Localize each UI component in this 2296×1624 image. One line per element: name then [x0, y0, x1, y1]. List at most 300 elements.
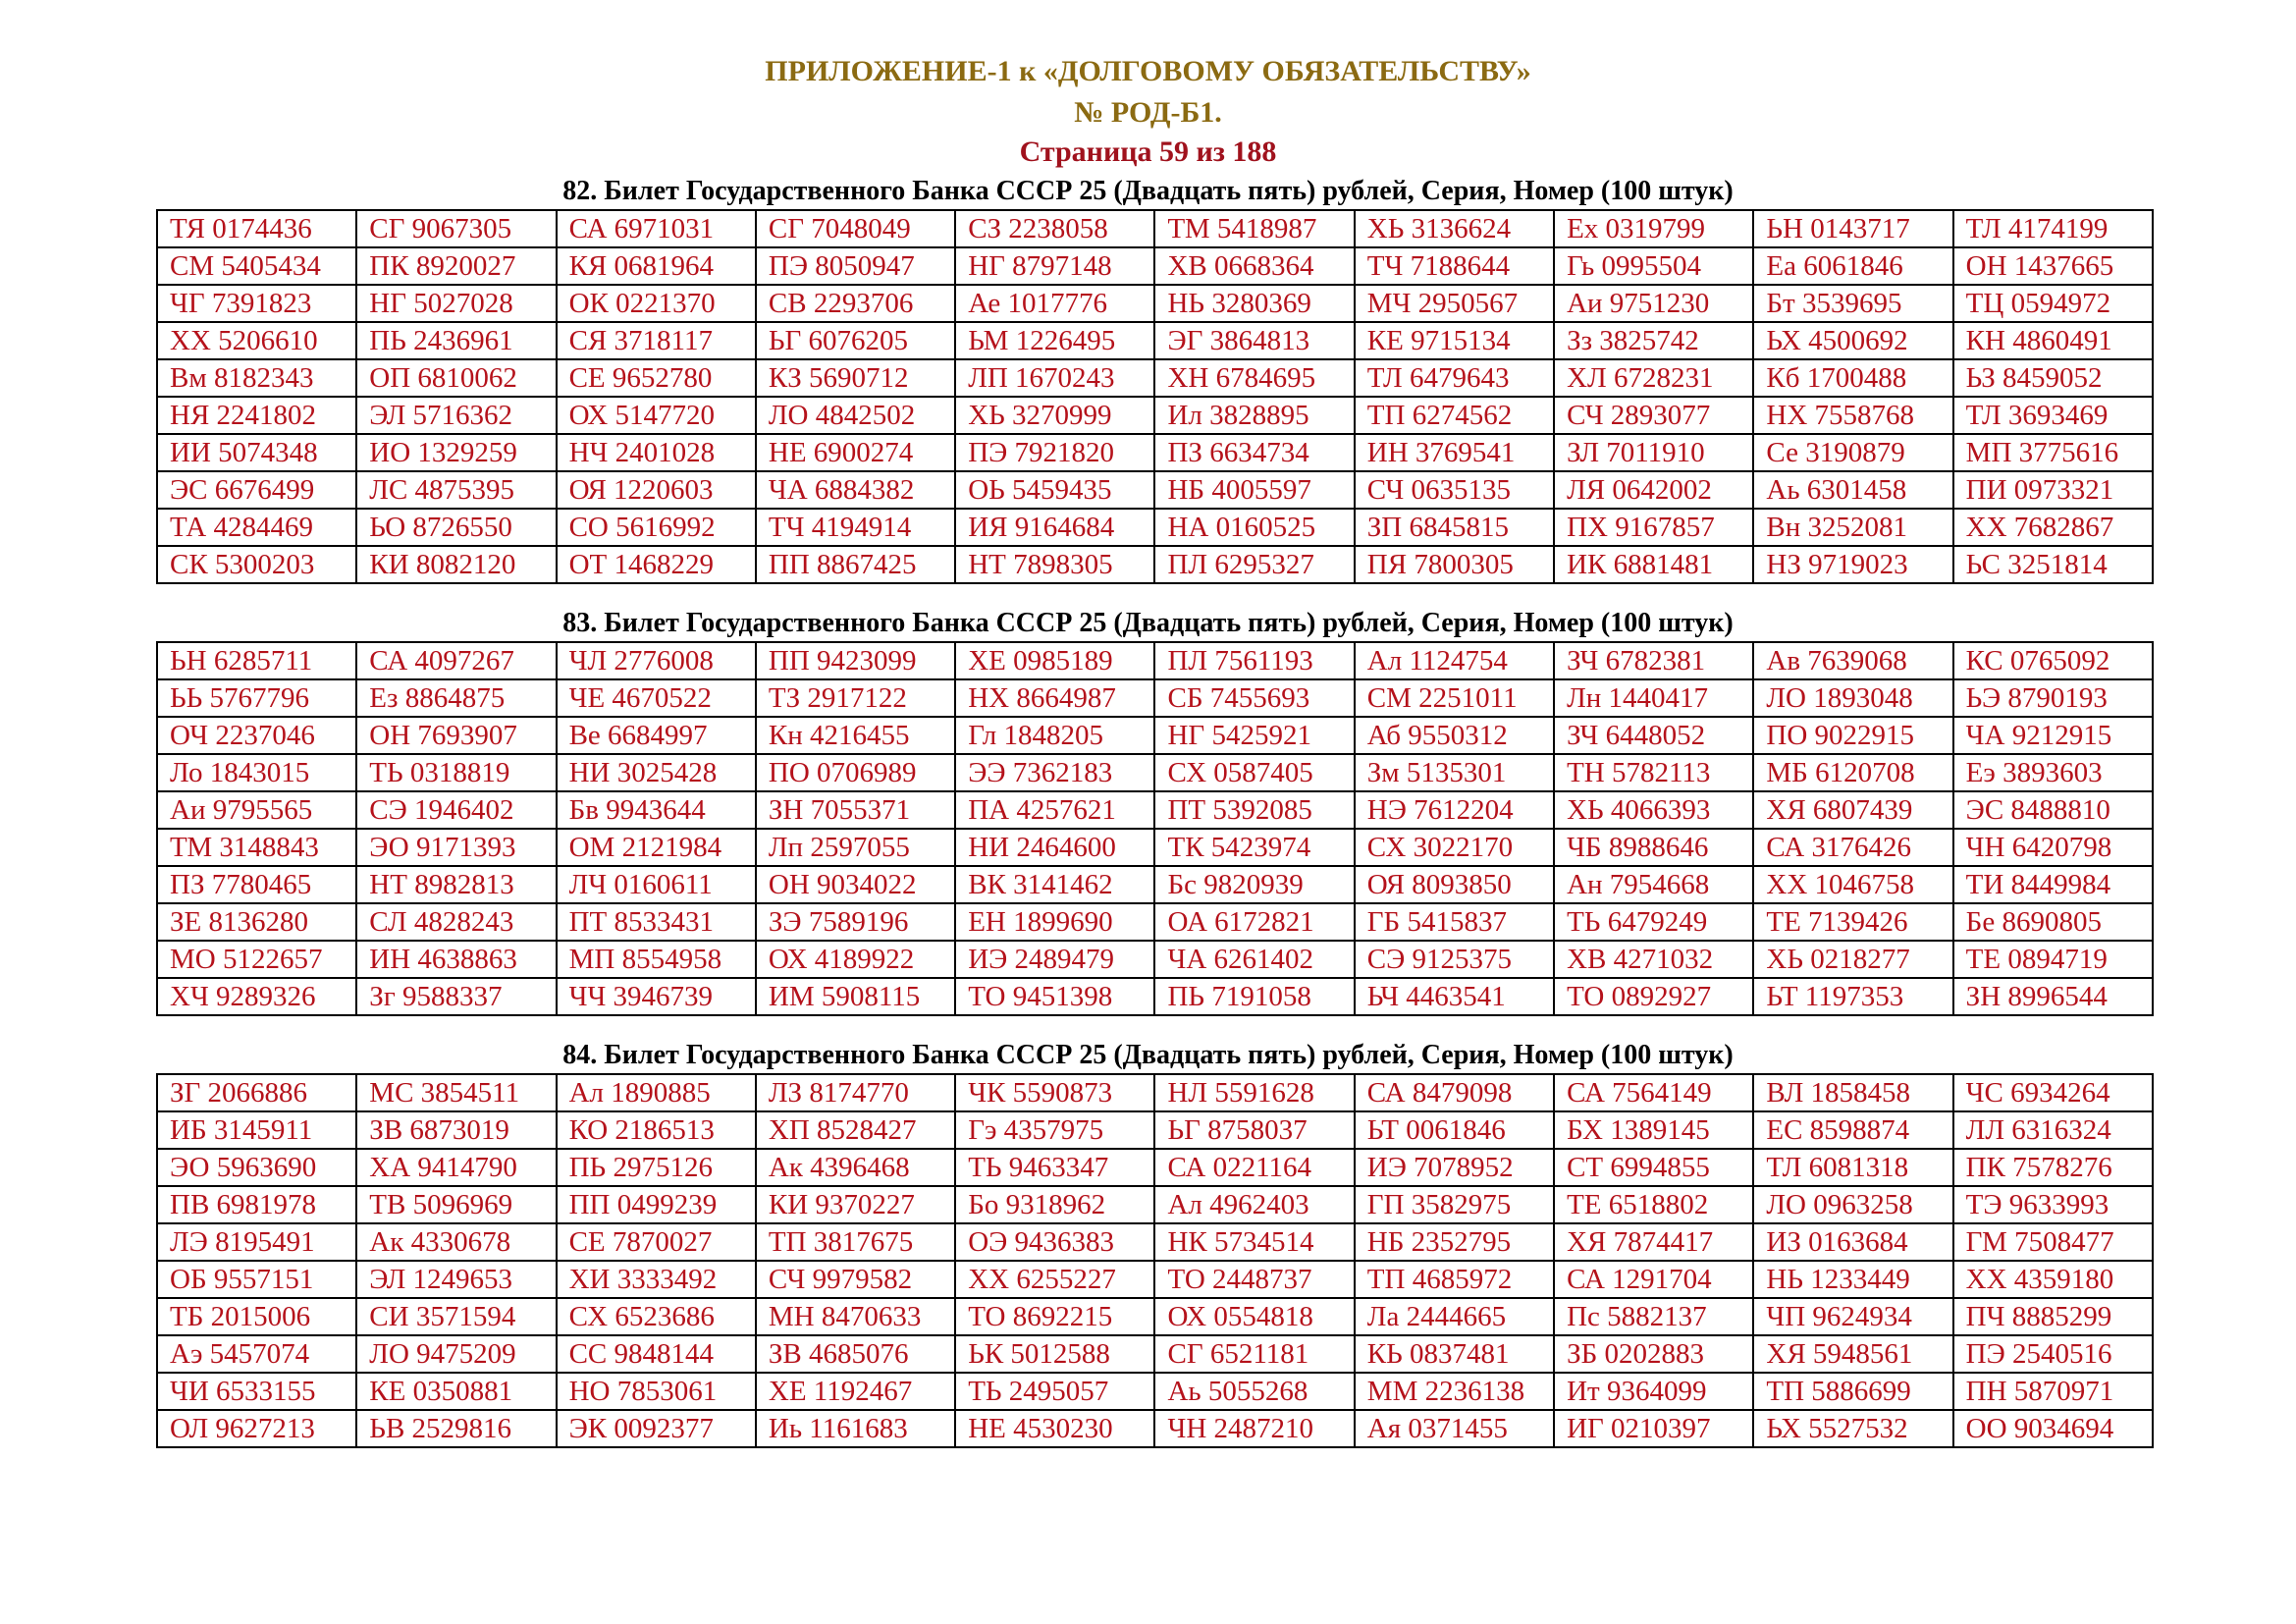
serial-cell: ОМ 2121984: [557, 829, 756, 866]
table-row: [157, 1111, 2153, 1149]
table-row: [157, 359, 2153, 397]
table-row: [157, 285, 2153, 322]
serial-cell: СС 9848144: [557, 1335, 756, 1373]
serial-cell: ГМ 7508477: [1953, 1223, 2153, 1261]
table-row: [157, 397, 2153, 434]
serial-cell: ПП 9423099: [756, 642, 955, 679]
serial-cell: ПВ 6981978: [157, 1186, 356, 1223]
serial-cell: ОО 9034694: [1953, 1410, 2153, 1447]
serial-cell: ЛО 0963258: [1753, 1186, 1952, 1223]
table-row: [157, 210, 2153, 247]
serial-cell: ТА 4284469: [157, 509, 356, 546]
serial-cell: ЬК 5012588: [955, 1335, 1154, 1373]
page-prefix: Страница: [1019, 135, 1152, 168]
serial-cell: ПЬ 7191058: [1154, 978, 1354, 1015]
serial-cell: Аь 5055268: [1154, 1373, 1354, 1410]
serial-cell: ОН 9034022: [756, 866, 955, 903]
serial-cell: ПО 0706989: [756, 754, 955, 791]
serial-cell: СЧ 2893077: [1554, 397, 1753, 434]
serial-cell: ЧК 5590873: [955, 1074, 1154, 1111]
serial-cell: ПЭ 8050947: [756, 247, 955, 285]
serial-cell: СК 5300203: [157, 546, 356, 583]
serial-cell: ХЬ 0218277: [1753, 941, 1952, 978]
serial-cell: ЬЧ 4463541: [1355, 978, 1554, 1015]
serial-cell: ЧБ 8988646: [1554, 829, 1753, 866]
serial-cell: Бе 8690805: [1953, 903, 2153, 941]
serial-cell: НЯ 2241802: [157, 397, 356, 434]
serial-cell: ЬС 3251814: [1953, 546, 2153, 583]
serial-cell: КЯ 0681964: [557, 247, 756, 285]
serial-cell: ЭЭ 7362183: [955, 754, 1154, 791]
serial-cell: Ех 0319799: [1554, 210, 1753, 247]
serial-cell: КО 2186513: [557, 1111, 756, 1149]
serial-cell: ЛЛ 6316324: [1953, 1111, 2153, 1149]
serial-cell: ОК 0221370: [557, 285, 756, 322]
serial-cell: КН 4860491: [1953, 322, 2153, 359]
serial-cell: ЭЛ 1249653: [356, 1261, 556, 1298]
table-row: [157, 471, 2153, 509]
serial-cell: ЧЛ 2776008: [557, 642, 756, 679]
serial-cell: ЬВ 2529816: [356, 1410, 556, 1447]
serial-cell: ПК 7578276: [1953, 1149, 2153, 1186]
serial-cell: ОХ 4189922: [756, 941, 955, 978]
serial-cell: ЗЧ 6448052: [1554, 717, 1753, 754]
serial-cell: ЭО 9171393: [356, 829, 556, 866]
serial-cell: СЛ 4828243: [356, 903, 556, 941]
serial-cell: ПХ 9167857: [1554, 509, 1753, 546]
serial-cell: ЭО 5963690: [157, 1149, 356, 1186]
serial-table-84: [156, 1073, 2154, 1448]
serial-cell: Иь 1161683: [756, 1410, 955, 1447]
serial-cell: ТЬ 0318819: [356, 754, 556, 791]
serial-cell: ХЧ 9289326: [157, 978, 356, 1015]
serial-cell: ЭС 8488810: [1953, 791, 2153, 829]
serial-cell: ТЯ 0174436: [157, 210, 356, 247]
serial-cell: МН 8470633: [756, 1298, 955, 1335]
serial-cell: НТ 8982813: [356, 866, 556, 903]
serial-cell: ММ 2236138: [1355, 1373, 1554, 1410]
serial-cell: Аи 9795565: [157, 791, 356, 829]
serial-cell: Ал 1890885: [557, 1074, 756, 1111]
serial-cell: ТВ 5096969: [356, 1186, 556, 1223]
serial-cell: Кн 4216455: [756, 717, 955, 754]
serial-cell: ПЭ 7921820: [955, 434, 1154, 471]
serial-cell: СХ 3022170: [1355, 829, 1554, 866]
serial-cell: ЛЧ 0160611: [557, 866, 756, 903]
serial-cell: НЬ 3280369: [1154, 285, 1354, 322]
serial-cell: Бт 3539695: [1753, 285, 1952, 322]
serial-cell: ТО 0892927: [1554, 978, 1753, 1015]
serial-cell: Гл 1848205: [955, 717, 1154, 754]
serial-cell: ТЕ 6518802: [1554, 1186, 1753, 1223]
serial-cell: ОХ 0554818: [1154, 1298, 1354, 1335]
serial-cell: НИ 3025428: [557, 754, 756, 791]
table-row: [157, 1335, 2153, 1373]
page-indicator: [0, 135, 2296, 169]
serial-cell: Лп 2597055: [756, 829, 955, 866]
serial-cell: ИЭ 2489479: [955, 941, 1154, 978]
page-total: 188: [1232, 135, 1277, 168]
serial-cell: ХВ 4271032: [1554, 941, 1753, 978]
document-number: № РОД-Б1.: [1074, 96, 1222, 129]
serial-cell: СЧ 9979582: [756, 1261, 955, 1298]
serial-cell: НЗ 9719023: [1753, 546, 1952, 583]
serial-cell: Ая 0371455: [1355, 1410, 1554, 1447]
table-row: [157, 434, 2153, 471]
serial-cell: ЗЧ 6782381: [1554, 642, 1753, 679]
serial-cell: Ав 7639068: [1753, 642, 1952, 679]
serial-cell: ХХ 7682867: [1953, 509, 2153, 546]
serial-cell: СА 1291704: [1554, 1261, 1753, 1298]
serial-cell: Ак 4330678: [356, 1223, 556, 1261]
serial-cell: Ае 1017776: [955, 285, 1154, 322]
serial-cell: ЛЭ 8195491: [157, 1223, 356, 1261]
serial-cell: ГБ 5415837: [1355, 903, 1554, 941]
serial-cell: ТЕ 0894719: [1953, 941, 2153, 978]
serial-cell: ТП 3817675: [756, 1223, 955, 1261]
serial-cell: НБ 2352795: [1355, 1223, 1554, 1261]
serial-cell: ТЧ 4194914: [756, 509, 955, 546]
serial-cell: ХН 6784695: [1154, 359, 1354, 397]
serial-cell: ТМ 3148843: [157, 829, 356, 866]
serial-cell: ЛО 1893048: [1753, 679, 1952, 717]
serial-cell: НИ 2464600: [955, 829, 1154, 866]
serial-cell: ТП 5886699: [1753, 1373, 1952, 1410]
serial-cell: ЗН 7055371: [756, 791, 955, 829]
serial-cell: ЛО 9475209: [356, 1335, 556, 1373]
serial-cell: Ил 3828895: [1154, 397, 1354, 434]
serial-cell: ТО 9451398: [955, 978, 1154, 1015]
serial-cell: ИО 1329259: [356, 434, 556, 471]
serial-cell: Вн 3252081: [1753, 509, 1952, 546]
serial-cell: ТП 6274562: [1355, 397, 1554, 434]
serial-cell: ЛП 1670243: [955, 359, 1154, 397]
serial-cell: ПН 5870971: [1953, 1373, 2153, 1410]
serial-cell: ЛС 4875395: [356, 471, 556, 509]
serial-cell: ХЛ 6728231: [1554, 359, 1753, 397]
table-row: [157, 1186, 2153, 1223]
table-row: [157, 1149, 2153, 1186]
table-row: [157, 903, 2153, 941]
serial-cell: Аэ 5457074: [157, 1335, 356, 1373]
serial-cell: ХЕ 1192467: [756, 1373, 955, 1410]
serial-cell: ХХ 1046758: [1753, 866, 1952, 903]
serial-cell: ЬТ 1197353: [1753, 978, 1952, 1015]
serial-cell: ГП 3582975: [1355, 1186, 1554, 1223]
serial-cell: ТЬ 2495057: [955, 1373, 1154, 1410]
serial-cell: ТЛ 6479643: [1355, 359, 1554, 397]
serial-cell: ЗВ 6873019: [356, 1111, 556, 1149]
serial-cell: Се 3190879: [1753, 434, 1952, 471]
serial-cell: ХЬ 3270999: [955, 397, 1154, 434]
serial-cell: ПЬ 2436961: [356, 322, 556, 359]
serial-cell: Бо 9318962: [955, 1186, 1154, 1223]
serial-cell: ЬЬ 5767796: [157, 679, 356, 717]
serial-cell: ЭЛ 5716362: [356, 397, 556, 434]
page-current: 59: [1159, 135, 1190, 168]
serial-cell: Ак 4396468: [756, 1149, 955, 1186]
serial-cell: ПП 8867425: [756, 546, 955, 583]
serial-cell: НЛ 5591628: [1154, 1074, 1354, 1111]
serial-cell: ЗЛ 7011910: [1554, 434, 1753, 471]
serial-cell: Еэ 3893603: [1953, 754, 2153, 791]
serial-cell: ОЧ 2237046: [157, 717, 356, 754]
serial-cell: ЧЕ 4670522: [557, 679, 756, 717]
serial-cell: ОА 6172821: [1154, 903, 1354, 941]
serial-cell: НО 7853061: [557, 1373, 756, 1410]
serial-cell: ЬЗ 8459052: [1953, 359, 2153, 397]
table-row: [157, 1223, 2153, 1261]
serial-cell: ХЯ 5948561: [1753, 1335, 1952, 1373]
serial-cell: СА 8479098: [1355, 1074, 1554, 1111]
serial-cell: СА 0221164: [1154, 1149, 1354, 1186]
serial-cell: ЧН 2487210: [1154, 1410, 1354, 1447]
table-row: [157, 1373, 2153, 1410]
serial-cell: НК 5734514: [1154, 1223, 1354, 1261]
table-row: [157, 642, 2153, 679]
serial-cell: Кб 1700488: [1753, 359, 1952, 397]
serial-cell: ЬГ 6076205: [756, 322, 955, 359]
serial-cell: Ан 7954668: [1554, 866, 1753, 903]
serial-cell: КИ 9370227: [756, 1186, 955, 1223]
serial-cell: КЗ 5690712: [756, 359, 955, 397]
serial-cell: ТМ 5418987: [1154, 210, 1354, 247]
serial-cell: ИГ 0210397: [1554, 1410, 1753, 1447]
table-row: [157, 978, 2153, 1015]
serial-cell: ТЛ 3693469: [1953, 397, 2153, 434]
serial-cell: ТЕ 7139426: [1753, 903, 1952, 941]
serial-cell: ИК 6881481: [1554, 546, 1753, 583]
serial-cell: СА 6971031: [557, 210, 756, 247]
serial-cell: ОБ 9557151: [157, 1261, 356, 1298]
serial-cell: НЕ 4530230: [955, 1410, 1154, 1447]
serial-cell: ЛЗ 8174770: [756, 1074, 955, 1111]
serial-cell: ЬГ 8758037: [1154, 1111, 1354, 1149]
serial-cell: ПЯ 7800305: [1355, 546, 1554, 583]
serial-cell: ЬХ 5527532: [1753, 1410, 1952, 1447]
serial-cell: Аи 9751230: [1554, 285, 1753, 322]
serial-cell: СГ 6521181: [1154, 1335, 1354, 1373]
serial-cell: СХ 6523686: [557, 1298, 756, 1335]
serial-cell: ОТ 1468229: [557, 546, 756, 583]
serial-cell: СГ 9067305: [356, 210, 556, 247]
serial-cell: Ез 8864875: [356, 679, 556, 717]
serial-cell: Гэ 4357975: [955, 1111, 1154, 1149]
serial-cell: МП 3775616: [1953, 434, 2153, 471]
serial-cell: ИН 4638863: [356, 941, 556, 978]
serial-cell: МБ 6120708: [1753, 754, 1952, 791]
serial-cell: ЭГ 3864813: [1154, 322, 1354, 359]
serial-cell: ЬМ 1226495: [955, 322, 1154, 359]
serial-cell: СЗ 2238058: [955, 210, 1154, 247]
serial-cell: ИБ 3145911: [157, 1111, 356, 1149]
serial-cell: ЬТ 0061846: [1355, 1111, 1554, 1149]
serial-cell: ОХ 5147720: [557, 397, 756, 434]
serial-cell: ТК 5423974: [1154, 829, 1354, 866]
table-row: [157, 941, 2153, 978]
serial-cell: КИ 8082120: [356, 546, 556, 583]
serial-cell: ЗП 6845815: [1355, 509, 1554, 546]
serial-cell: ХЬ 4066393: [1554, 791, 1753, 829]
serial-cell: ПЗ 6634734: [1154, 434, 1354, 471]
serial-cell: Ла 2444665: [1355, 1298, 1554, 1335]
serial-cell: СА 3176426: [1753, 829, 1952, 866]
serial-cell: НЭ 7612204: [1355, 791, 1554, 829]
serial-cell: ТО 2448737: [1154, 1261, 1354, 1298]
serial-cell: Еа 6061846: [1753, 247, 1952, 285]
serial-cell: НБ 4005597: [1154, 471, 1354, 509]
serial-cell: Пс 5882137: [1554, 1298, 1753, 1335]
serial-cell: ПТ 5392085: [1154, 791, 1354, 829]
serial-cell: ЧГ 7391823: [157, 285, 356, 322]
serial-cell: ЗВ 4685076: [756, 1335, 955, 1373]
serial-cell: КЬ 0837481: [1355, 1335, 1554, 1373]
serial-cell: ЗБ 0202883: [1554, 1335, 1753, 1373]
serial-cell: ЬО 8726550: [356, 509, 556, 546]
serial-cell: НЕ 6900274: [756, 434, 955, 471]
serial-cell: Гь 0995504: [1554, 247, 1753, 285]
serial-cell: Бв 9943644: [557, 791, 756, 829]
serial-cell: ЬХ 4500692: [1753, 322, 1952, 359]
serial-cell: МЧ 2950567: [1355, 285, 1554, 322]
serial-cell: ОЛ 9627213: [157, 1410, 356, 1447]
serial-cell: ПЗ 7780465: [157, 866, 356, 903]
serial-cell: НХ 7558768: [1753, 397, 1952, 434]
serial-cell: ПК 8920027: [356, 247, 556, 285]
serial-cell: НГ 5425921: [1154, 717, 1354, 754]
serial-cell: ЧА 6884382: [756, 471, 955, 509]
serial-cell: ВК 3141462: [955, 866, 1154, 903]
serial-cell: ТЭ 9633993: [1953, 1186, 2153, 1223]
serial-cell: ПТ 8533431: [557, 903, 756, 941]
serial-cell: ОП 6810062: [356, 359, 556, 397]
serial-cell: ОЯ 8093850: [1355, 866, 1554, 903]
serial-cell: Бс 9820939: [1154, 866, 1354, 903]
serial-cell: ТО 8692215: [955, 1298, 1154, 1335]
table-row: [157, 791, 2153, 829]
serial-cell: МП 8554958: [557, 941, 756, 978]
serial-cell: ИЭ 7078952: [1355, 1149, 1554, 1186]
table-row: [157, 1298, 2153, 1335]
serial-cell: ЧС 6934264: [1953, 1074, 2153, 1111]
serial-cell: ЗЕ 8136280: [157, 903, 356, 941]
serial-cell: ТП 4685972: [1355, 1261, 1554, 1298]
serial-cell: ИИ 5074348: [157, 434, 356, 471]
serial-cell: ЗГ 2066886: [157, 1074, 356, 1111]
serial-cell: Зм 5135301: [1355, 754, 1554, 791]
serial-cell: ПЛ 6295327: [1154, 546, 1354, 583]
serial-cell: НЧ 2401028: [557, 434, 756, 471]
serial-table-82: [156, 209, 2154, 584]
serial-cell: ТЦ 0594972: [1953, 285, 2153, 322]
serial-cell: ЧИ 6533155: [157, 1373, 356, 1410]
serial-cell: Ит 9364099: [1554, 1373, 1753, 1410]
serial-cell: Зг 9588337: [356, 978, 556, 1015]
serial-cell: ТБ 2015006: [157, 1298, 356, 1335]
serial-cell: МО 5122657: [157, 941, 356, 978]
serial-cell: ХП 8528427: [756, 1111, 955, 1149]
serial-cell: Вм 8182343: [157, 359, 356, 397]
serial-cell: ЕН 1899690: [955, 903, 1154, 941]
table-row: [157, 1074, 2153, 1111]
serial-cell: ЧЧ 3946739: [557, 978, 756, 1015]
serial-cell: ОЬ 5459435: [955, 471, 1154, 509]
serial-cell: НХ 8664987: [955, 679, 1154, 717]
serial-cell: КЕ 0350881: [356, 1373, 556, 1410]
serial-cell: Ло 1843015: [157, 754, 356, 791]
serial-cell: ЧП 9624934: [1753, 1298, 1952, 1335]
serial-cell: ОЭ 9436383: [955, 1223, 1154, 1261]
serial-cell: КС 0765092: [1953, 642, 2153, 679]
serial-cell: ПП 0499239: [557, 1186, 756, 1223]
serial-cell: НЬ 1233449: [1753, 1261, 1952, 1298]
serial-cell: ПЛ 7561193: [1154, 642, 1354, 679]
serial-cell: СИ 3571594: [356, 1298, 556, 1335]
serial-cell: Ве 6684997: [557, 717, 756, 754]
serial-cell: Аб 9550312: [1355, 717, 1554, 754]
serial-cell: ОЯ 1220603: [557, 471, 756, 509]
serial-cell: СА 7564149: [1554, 1074, 1753, 1111]
serial-cell: ИМ 5908115: [756, 978, 955, 1015]
serial-cell: ПИ 0973321: [1953, 471, 2153, 509]
serial-cell: ТЛ 4174199: [1953, 210, 2153, 247]
serial-cell: ЛО 4842502: [756, 397, 955, 434]
serial-cell: ХЕ 0985189: [955, 642, 1154, 679]
serial-cell: ХХ 4359180: [1953, 1261, 2153, 1298]
serial-cell: СБ 7455693: [1154, 679, 1354, 717]
serial-cell: ХХ 6255227: [955, 1261, 1154, 1298]
serial-cell: НА 0160525: [1154, 509, 1354, 546]
serial-cell: СЕ 7870027: [557, 1223, 756, 1261]
serial-cell: ЬЭ 8790193: [1953, 679, 2153, 717]
serial-cell: ЧА 6261402: [1154, 941, 1354, 978]
serial-cell: ЕС 8598874: [1753, 1111, 1952, 1149]
serial-cell: ХЬ 3136624: [1355, 210, 1554, 247]
table-row: [157, 546, 2153, 583]
serial-cell: ЛЯ 0642002: [1554, 471, 1753, 509]
serial-cell: ХИ 3333492: [557, 1261, 756, 1298]
serial-cell: Лн 1440417: [1554, 679, 1753, 717]
serial-cell: ЭК 0092377: [557, 1410, 756, 1447]
serial-cell: ТЧ 7188644: [1355, 247, 1554, 285]
serial-cell: НГ 5027028: [356, 285, 556, 322]
serial-cell: НТ 7898305: [955, 546, 1154, 583]
table-row: [157, 509, 2153, 546]
serial-cell: СХ 0587405: [1154, 754, 1354, 791]
serial-cell: ТЬ 6479249: [1554, 903, 1753, 941]
section-title-84: 84. Билет Государственного Банка СССР 25 (Двадцать пять) рублей, Серия, Номер (100 штук): [562, 1040, 1734, 1070]
serial-cell: ПО 9022915: [1753, 717, 1952, 754]
serial-cell: ЗЭ 7589196: [756, 903, 955, 941]
serial-cell: ТЗ 2917122: [756, 679, 955, 717]
serial-cell: ИЗ 0163684: [1753, 1223, 1952, 1261]
page-separator: из: [1196, 135, 1225, 168]
serial-cell: СА 4097267: [356, 642, 556, 679]
serial-cell: ЧН 6420798: [1953, 829, 2153, 866]
serial-cell: Ал 4962403: [1154, 1186, 1354, 1223]
serial-cell: ХЯ 6807439: [1753, 791, 1952, 829]
serial-cell: ЧА 9212915: [1953, 717, 2153, 754]
serial-cell: КЕ 9715134: [1355, 322, 1554, 359]
table-row: [157, 1261, 2153, 1298]
table-row: [157, 717, 2153, 754]
serial-cell: ТЛ 6081318: [1753, 1149, 1952, 1186]
serial-cell: СТ 6994855: [1554, 1149, 1753, 1186]
serial-cell: ЬН 6285711: [157, 642, 356, 679]
serial-cell: СМ 5405434: [157, 247, 356, 285]
serial-cell: ВЛ 1858458: [1753, 1074, 1952, 1111]
serial-cell: ХВ 0668364: [1154, 247, 1354, 285]
